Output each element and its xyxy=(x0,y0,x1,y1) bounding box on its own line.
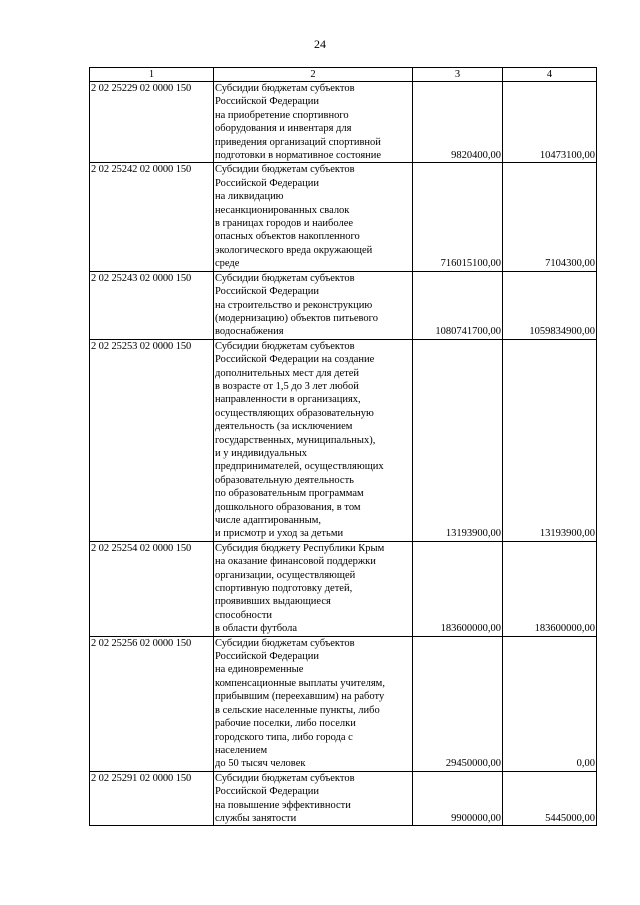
column-header-1: 1 xyxy=(90,68,214,82)
table-row xyxy=(90,82,597,163)
item-name-cell xyxy=(214,82,413,163)
item-name-line: осуществляющих образовательную xyxy=(215,407,374,419)
item-name-cell xyxy=(214,636,413,771)
item-name-line: предпринимателей, осуществляющих xyxy=(215,461,384,473)
item-name-line: деятельность (за исключением xyxy=(215,421,353,433)
item-name-line: службы занятости xyxy=(215,812,297,824)
amount-column-4-cell: 5445000,00 xyxy=(503,771,597,826)
item-name-cell xyxy=(214,339,413,541)
item-name-line: экологического вреда окружающей xyxy=(215,244,373,256)
item-name-line: населением xyxy=(215,744,268,756)
amount-column-4-cell: 7104300,00 xyxy=(503,163,597,271)
amount-column-4-cell: 0,00 xyxy=(503,636,597,771)
item-name-line: Субсидии бюджетам субъектов xyxy=(215,83,355,94)
item-name-line: Российской Федерации xyxy=(215,96,319,108)
item-name-line: Российской Федерации xyxy=(215,651,319,663)
item-name-line: опасных объектов накопленного xyxy=(215,231,360,243)
item-name-line: на повышение эффективности xyxy=(215,799,351,811)
item-name-line: и у индивидуальных xyxy=(215,447,308,459)
column-header-3: 3 xyxy=(413,68,503,82)
amount-column-4-cell: 13193900,00 xyxy=(503,339,597,541)
item-name-line: в возрасте от 1,5 до 3 лет любой xyxy=(215,380,359,392)
item-name-line: Субсидия бюджету Республики Крым xyxy=(215,542,385,554)
item-name-line: приведения организаций спортивной xyxy=(215,136,381,148)
item-name-line: направленности в организациях, xyxy=(215,394,361,406)
amount-column-3-cell: 183600000,00 xyxy=(413,541,503,636)
column-header-2: 2 xyxy=(214,68,413,82)
item-name-line: Субсидии бюджетам субъектов xyxy=(215,637,355,649)
item-name-line: Российской Федерации xyxy=(215,786,319,798)
item-name-line: способности xyxy=(215,609,273,621)
table-row xyxy=(90,339,597,541)
table-body xyxy=(90,82,597,826)
item-name-line: в границах городов и наиболее xyxy=(215,218,354,230)
budget-code-cell: 2 02 25243 02 0000 150 xyxy=(90,271,214,339)
item-name-line: компенсационные выплаты учителям, xyxy=(215,677,385,689)
table-row xyxy=(90,163,597,271)
item-name-line: Российской Федерации xyxy=(215,177,319,189)
amount-column-4-cell: 10473100,00 xyxy=(503,82,597,163)
amount-column-3-cell: 13193900,00 xyxy=(413,339,503,541)
item-name-line: Субсидии бюджетам субъектов xyxy=(215,340,355,352)
item-name-line: в области футбола xyxy=(215,623,298,635)
item-name-line: на строительство и реконструкцию xyxy=(215,299,373,311)
amount-column-3-cell: 716015100,00 xyxy=(413,163,503,271)
item-name-line: на ликвидацию xyxy=(215,191,284,203)
item-name-line: городского типа, либо города с xyxy=(215,731,353,743)
amount-column-3-cell: 9820400,00 xyxy=(413,82,503,163)
item-name-line: оборудования и инвентаря для xyxy=(215,123,352,135)
column-header-4: 4 xyxy=(503,68,597,82)
item-name-line: (модернизацию) объектов питьевого xyxy=(215,312,378,324)
item-name-line: образовательную деятельность xyxy=(215,474,354,486)
budget-code-cell: 2 02 25256 02 0000 150 xyxy=(90,636,214,771)
item-name-line: и присмотр и уход за детьми xyxy=(215,528,344,540)
item-name-line: государственных, муниципальных), xyxy=(215,434,376,446)
amount-column-3-cell: 1080741700,00 xyxy=(413,271,503,339)
table-row xyxy=(90,541,597,636)
item-name-line: подготовки в нормативное состояние xyxy=(215,150,382,162)
item-name-line: организации, осуществляющей xyxy=(215,569,356,581)
item-name-line: числе адаптированным, xyxy=(215,515,321,526)
amount-column-4-cell: 1059834900,00 xyxy=(503,271,597,339)
item-name-line: Российской Федерации на создание xyxy=(215,354,375,366)
table-header-row xyxy=(90,68,597,82)
budget-code-cell: 2 02 25254 02 0000 150 xyxy=(90,541,214,636)
item-name-line: на оказание финансовой поддержки xyxy=(215,556,376,568)
amount-column-3-cell: 9900000,00 xyxy=(413,771,503,826)
item-name-line: водоснабжения xyxy=(215,326,284,338)
item-name-line: проявивших выдающиеся xyxy=(215,596,331,608)
item-name-cell xyxy=(214,163,413,271)
item-name-cell xyxy=(214,771,413,826)
item-name-line: дополнительных мест для детей xyxy=(215,367,359,379)
budget-code-cell: 2 02 25242 02 0000 150 xyxy=(90,163,214,271)
item-name-line: Субсидии бюджетам субъектов xyxy=(215,772,355,784)
item-name-line: до 50 тысяч человек xyxy=(215,758,306,770)
item-name-line: в сельские населенные пункты, либо xyxy=(215,704,380,716)
item-name-line: дошкольного образования, в том xyxy=(215,501,361,513)
item-name-line: несанкционированных свалок xyxy=(215,204,350,216)
item-name-line: рабочие поселки, либо поселки xyxy=(215,718,356,730)
item-name-line: на приобретение спортивного xyxy=(215,109,349,121)
table-row xyxy=(90,271,597,339)
item-name-line: Российской Федерации xyxy=(215,286,319,298)
table-row xyxy=(90,771,597,826)
amount-column-3-cell: 29450000,00 xyxy=(413,636,503,771)
item-name-line: на единовременные xyxy=(215,664,304,676)
budget-table xyxy=(89,67,597,826)
budget-code-cell: 2 02 25229 02 0000 150 xyxy=(90,82,214,163)
amount-column-4-cell: 183600000,00 xyxy=(503,541,597,636)
budget-code-cell: 2 02 25291 02 0000 150 xyxy=(90,771,214,826)
item-name-line: среде xyxy=(215,258,240,270)
budget-code-cell: 2 02 25253 02 0000 150 xyxy=(90,339,214,541)
item-name-line: Субсидии бюджетам субъектов xyxy=(215,272,355,284)
item-name-line: по образовательным программам xyxy=(215,488,364,500)
item-name-cell xyxy=(214,271,413,339)
page-number: 24 xyxy=(314,37,326,51)
item-name-cell xyxy=(214,541,413,636)
item-name-line: прибывшим (переехавшим) на работу xyxy=(215,691,385,703)
table-row xyxy=(90,636,597,771)
item-name-line: спортивную подготовку детей, xyxy=(215,583,353,595)
item-name-line: Субсидии бюджетам субъектов xyxy=(215,164,355,176)
